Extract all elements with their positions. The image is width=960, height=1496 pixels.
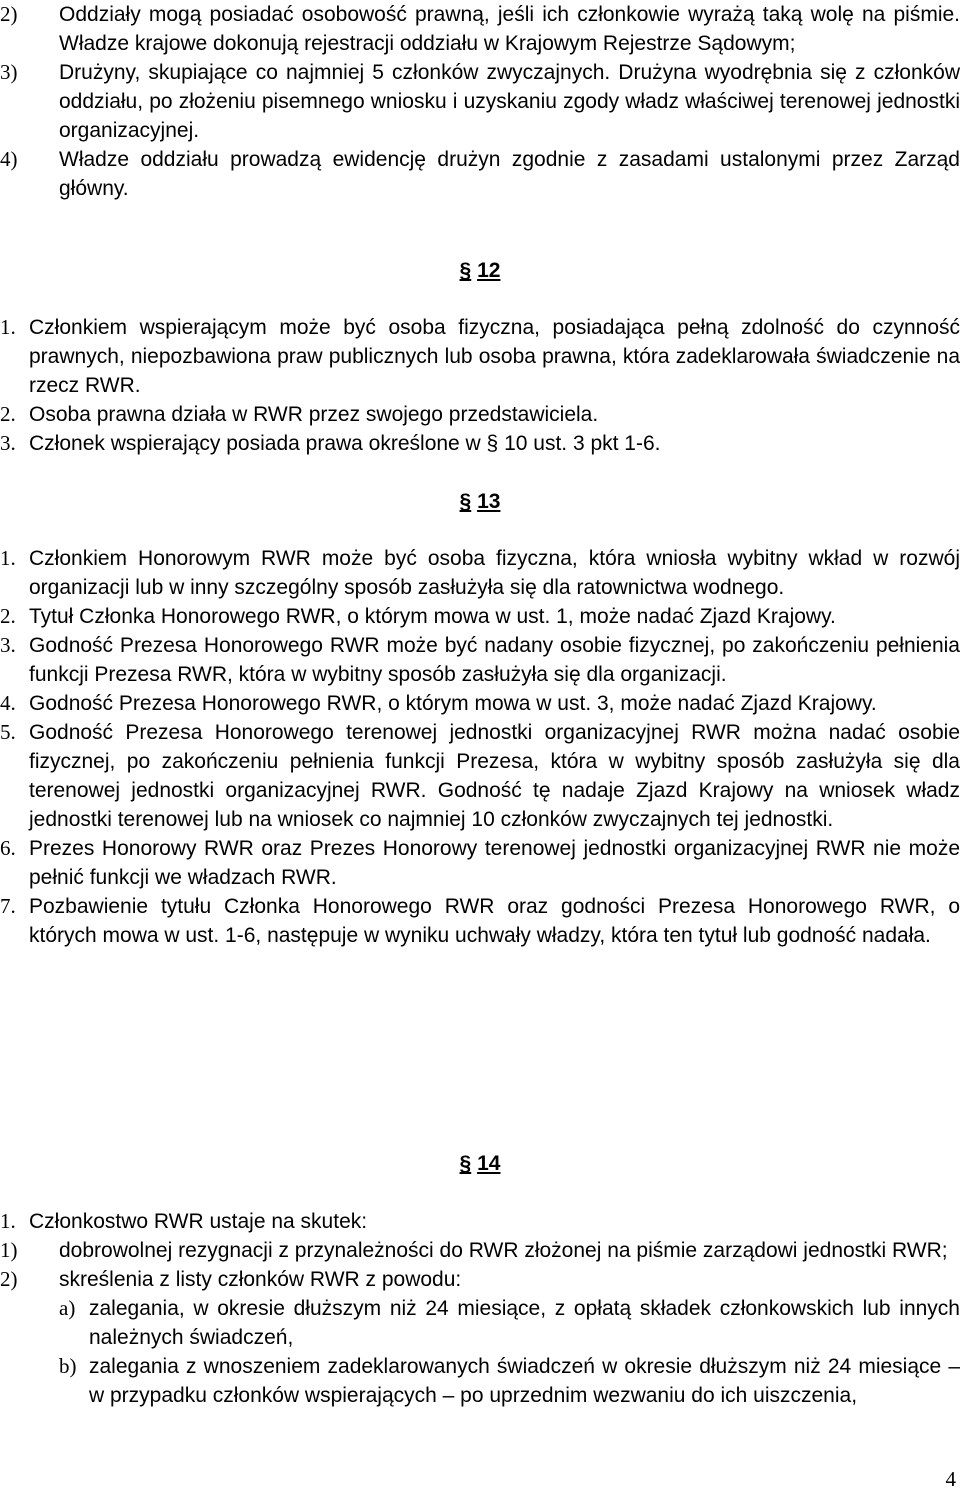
section-number: 14 [477,1152,501,1175]
item-number: a) [59,1296,76,1320]
sub-list-item [0,1236,960,1265]
list-item [0,1207,960,1236]
item-text: Członkostwo RWR ustaje na skutek: [29,1210,368,1233]
item-number: 4. [0,691,16,715]
item-number: 3) [0,60,18,84]
item-text: dobrowolnej rezygnacji z przynależności do RWR złożonej na piśmie zarządowi jednostki RWR; [59,1239,948,1262]
list-item [0,834,960,892]
item-number: 1. [0,546,16,570]
item-text: Członkiem wspierającym może być osoba fizyczna, posiadająca pełną zdolność do czynność prawnych, niepozbawiona praw publicznych lub osoba prawna, która zadeklarowała świadczenie na rzecz RWR. [29,316,960,397]
sub-sub-list-item [0,1294,960,1352]
item-text: skreślenia z listy członków RWR z powodu: [59,1268,462,1291]
item-number: 6. [0,836,16,860]
list-item [0,0,960,58]
item-text: Władze oddziału prowadzą ewidencję drużyn zgodnie z zasadami ustalonymi przez Zarząd główny. [59,148,960,200]
item-number: 1. [0,1209,16,1233]
item-text: zalegania, w okresie dłuższym niż 24 miesiące, z opłatą składek członkowskich lub innych należnych świadczeń, [89,1297,960,1349]
item-number: 2. [0,402,16,426]
item-text: Osoba prawna działa w RWR przez swojego przedstawiciela. [29,403,599,426]
item-number: 1. [0,315,16,339]
item-text: Członek wspierający posiada prawa określone w § 10 ust. 3 pkt 1-6. [29,432,661,455]
list-item [0,429,960,458]
section-sign: § [459,1152,472,1175]
section-heading-12 [0,256,960,285]
item-number: b) [59,1354,77,1378]
top-list [0,0,960,203]
item-text: Godność Prezesa Honorowego terenowej jednostki organizacyjnej RWR można nadać osobie fizycznej, po zakończeniu pełnienia funkcji Prezesa, która w wybitny sposób zasłużyła się dla terenowej jednostki organizacyjnej RWR. Godność tę nadaje Zjazd Krajowy na wniosek władz jednostki terenowej lub na wniosek co najmniej 10 członków zwyczajnych tej jednostki. [29,721,960,831]
list-item [0,631,960,689]
sub-list-item [0,1265,960,1294]
section-14-list [0,1207,960,1410]
item-text: Godność Prezesa Honorowego RWR może być nadany osobie fizycznej, po zakończeniu pełnienia funkcji Prezesa RWR, która w wybitny sposób zasłużyła się dla organizacji. [29,634,960,686]
item-number: 2) [0,2,18,26]
page-number: 4 [945,1467,956,1491]
section-number: 13 [477,490,501,513]
item-text: Oddziały mogą posiadać osobowość prawną, jeśli ich członkowie wyrażą taką wolę na piśmie. Władze krajowe dokonują rejestracji oddziału w Krajowym Rejestrze Sądowym; [59,3,960,55]
item-text: Prezes Honorowy RWR oraz Prezes Honorowy terenowej jednostki organizacyjnej RWR nie może pełnić funkcji we władzach RWR. [29,837,960,889]
item-number: 5. [0,720,16,744]
item-number: 2) [0,1267,18,1291]
section-number: 12 [477,259,501,282]
section-sign: § [459,490,472,513]
item-number: 1) [0,1238,18,1262]
sub-sub-list-item [0,1352,960,1410]
item-text: Tytuł Członka Honorowego RWR, o którym mowa w ust. 1, może nadać Zjazd Krajowy. [29,605,836,628]
item-text: Drużyny, skupiające co najmniej 5 członków zwyczajnych. Drużyna wyodrębnia się z członków oddziału, po złożeniu pisemnego wniosku i uzyskaniu zgody władz właściwej terenowej jednostki organizacyjnej. [59,61,960,142]
section-heading-14 [0,1149,960,1178]
list-item [0,602,960,631]
item-text: zalegania z wnoszeniem zadeklarowanych świadczeń w okresie dłuższym niż 24 miesiące – w przypadku członków wspierających – po uprzednim wezwaniu do ich uiszczenia, [89,1355,960,1407]
item-number: 4) [0,147,18,171]
item-number: 7. [0,894,16,918]
item-number: 3. [0,633,16,657]
item-text: Pozbawienie tytułu Członka Honorowego RWR oraz godności Prezesa Honorowego RWR, o których mowa w ust. 1-6, następuje w wyniku uchwały władzy, która ten tytuł lub godność nadała. [29,895,960,947]
section-13-list [0,544,960,950]
list-item [0,718,960,834]
section-12-list [0,313,960,458]
list-item [0,313,960,400]
list-item [0,145,960,203]
list-item [0,689,960,718]
list-item [0,892,960,950]
section-heading-13 [0,487,960,516]
list-item [0,400,960,429]
item-text: Członkiem Honorowym RWR może być osoba fizyczna, która wniosła wybitny wkład w rozwój organizacji lub w inny szczególny sposób zasłużyła się dla ratownictwa wodnego. [29,547,960,599]
list-item [0,58,960,145]
list-item [0,544,960,602]
section-sign: § [459,259,472,282]
item-number: 2. [0,604,16,628]
item-number: 3. [0,431,16,455]
item-text: Godność Prezesa Honorowego RWR, o którym mowa w ust. 3, może nadać Zjazd Krajowy. [29,692,877,715]
